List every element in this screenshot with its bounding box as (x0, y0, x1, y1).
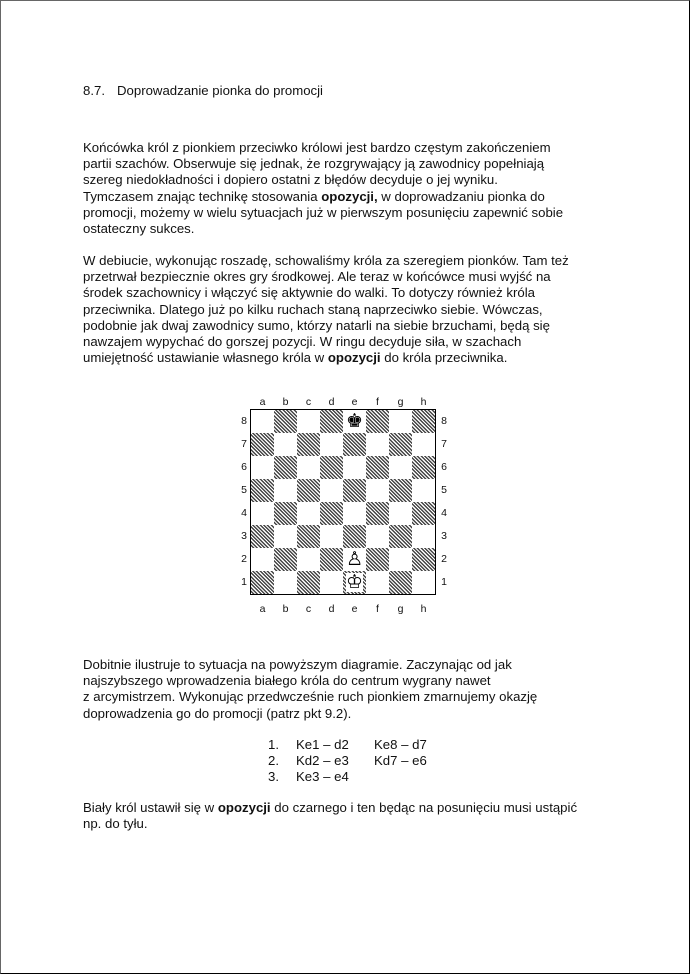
square-e3 (343, 525, 366, 548)
square-b5 (274, 479, 297, 502)
square-b7 (274, 433, 297, 456)
text-run: W debiucie, wykonując roszadę, schowaliśmy króla za szeregiem pionków. Tam też (83, 253, 569, 268)
square-g7 (389, 433, 412, 456)
file-label: g (397, 396, 404, 408)
square-g2 (389, 548, 412, 571)
paragraph-conclusion (83, 800, 643, 832)
white-king-icon: ♔ (345, 571, 364, 593)
square-c7 (297, 433, 320, 456)
rank-label: 1 (241, 576, 247, 588)
text-line (83, 285, 623, 301)
text-line (83, 140, 623, 156)
square-d7 (320, 433, 343, 456)
white-move: Ke1 – d2 (296, 737, 349, 752)
square-c2 (297, 548, 320, 571)
square-b6 (274, 456, 297, 479)
file-label: c (305, 603, 312, 615)
rank-label: 6 (241, 461, 247, 473)
square-f5 (366, 479, 389, 502)
square-c1 (297, 571, 320, 594)
square-g3 (389, 525, 412, 548)
square-c8 (297, 410, 320, 433)
square-b2 (274, 548, 297, 571)
square-d1 (320, 571, 343, 594)
square-g6 (389, 456, 412, 479)
square-a8 (251, 410, 274, 433)
rank-labels-right (439, 410, 449, 594)
text-run: promocji, możemy w wielu sytuacjach już w pierwszym posunięciu zapewnić sobie (83, 204, 564, 220)
text-line (83, 350, 623, 366)
move-number: 2. (268, 753, 279, 769)
rank-label: 4 (441, 507, 447, 519)
square-h5 (412, 479, 435, 502)
rank-label: 7 (241, 438, 247, 450)
rank-label: 1 (441, 576, 447, 588)
move-list (268, 737, 427, 786)
chess-diagram (237, 394, 453, 618)
square-d5 (320, 479, 343, 502)
section-heading (83, 83, 323, 99)
black-move: Ke8 – d7 (374, 737, 427, 752)
text-run: Tymczasem znając technikę stosowania (83, 188, 322, 204)
rank-label: 7 (441, 438, 447, 450)
square-b8 (274, 410, 297, 433)
white-move: Ke3 – e4 (296, 769, 349, 785)
rank-label: 2 (441, 553, 447, 565)
text-run: umiejętność ustawianie własnego króla w (83, 350, 328, 366)
square-b3 (274, 525, 297, 548)
section-title: Doprowadzanie pionka do promocji (117, 83, 323, 98)
text-line (83, 269, 623, 285)
square-h4 (412, 502, 435, 525)
square-a3 (251, 525, 274, 548)
text-run: Końcówka król z pionkiem przeciwko królowi jest bardzo częstym zakończeniem (83, 140, 551, 155)
section-number: 8.7. (83, 83, 105, 98)
rank-label: 5 (241, 484, 247, 496)
square-a6 (251, 456, 274, 479)
file-label: c (305, 396, 312, 408)
file-label: e (351, 603, 358, 615)
square-e5 (343, 479, 366, 502)
text-line (83, 189, 623, 205)
move-number: 1. (268, 737, 279, 752)
file-label: h (420, 603, 427, 615)
text-line (83, 205, 623, 221)
paragraph-illustration (83, 657, 623, 722)
square-d3 (320, 525, 343, 548)
square-a7 (251, 433, 274, 456)
square-a1 (251, 571, 274, 594)
rank-label: 5 (441, 484, 447, 496)
rank-label: 8 (441, 415, 447, 427)
square-c4 (297, 502, 320, 525)
square-g4 (389, 502, 412, 525)
square-f8 (366, 410, 389, 433)
text-run: nawzajem wypychać do gorszej pozycji. W ringu decyduje siła, w szachach (83, 334, 522, 350)
square-f7 (366, 433, 389, 456)
text-line (83, 657, 623, 673)
square-d4 (320, 502, 343, 525)
square-a4 (251, 502, 274, 525)
white-pawn-icon: ♙ (345, 548, 364, 570)
file-label: f (376, 603, 379, 615)
square-e6 (343, 456, 366, 479)
white-move: Kd2 – e3 (296, 753, 349, 769)
text-run: partii szachów. Obserwuje się jednak, że rozgrywający ją zawodnicy popełniają (83, 156, 545, 172)
square-d2 (320, 548, 343, 571)
square-h3 (412, 525, 435, 548)
text-run: ostateczny sukces. (83, 221, 195, 237)
square-a5 (251, 479, 274, 502)
text-line (83, 156, 623, 172)
text-run: podobnie jak dwaj zawodnicy sumo, którzy natarli na siebie brzuchami, będą się (83, 317, 550, 333)
file-label: b (282, 603, 289, 615)
square-f6 (366, 456, 389, 479)
rank-label: 2 (241, 553, 247, 565)
text-line (83, 673, 623, 689)
square-d8 (320, 410, 343, 433)
text-line (83, 302, 623, 318)
file-label: d (328, 396, 335, 408)
square-h1 (412, 571, 435, 594)
bold-term: opozycji (327, 350, 381, 366)
paragraph-intro (83, 140, 623, 237)
move-row (268, 769, 427, 785)
rank-labels-left (239, 410, 249, 594)
rank-label: 6 (441, 461, 447, 473)
square-h8 (412, 410, 435, 433)
text-run: do króla przeciwnika. (380, 350, 508, 366)
move-number: 3. (268, 769, 279, 785)
text-line (83, 800, 643, 816)
black-move: Kd7 – e6 (374, 753, 427, 769)
square-c3 (297, 525, 320, 548)
square-g5 (389, 479, 412, 502)
bold-term: opozycji (217, 800, 271, 815)
file-label: e (351, 396, 358, 408)
text-run: w doprowadzaniu pionka do (377, 188, 545, 204)
file-labels-bottom (251, 603, 435, 615)
text-run: doprowadzenia go do promocji (patrz pkt 9.2). (83, 705, 352, 721)
square-f4 (366, 502, 389, 525)
file-label: g (397, 603, 404, 615)
text-run: przeciwnika. Dlatego już po kilku ruchach staną naprzeciwko siebie. Wówczas, (83, 301, 543, 317)
text-run: do czarnego i ten będąc na posunięciu musi ustąpić (270, 800, 578, 815)
square-h2 (412, 548, 435, 571)
file-label: a (259, 603, 266, 615)
square-e8 (343, 410, 366, 433)
move-row (268, 753, 427, 769)
square-c6 (297, 456, 320, 479)
text-run: z arcymistrzem. Wykonując przedwcześnie ruch pionkiem zmarnujemy okazję (83, 689, 538, 705)
rank-label: 3 (441, 530, 447, 542)
square-b1 (274, 571, 297, 594)
file-labels-top (251, 396, 435, 408)
text-line (83, 706, 623, 722)
square-d6 (320, 456, 343, 479)
rank-label: 4 (241, 507, 247, 519)
text-run: szereg niedokładności i dopiero ostatni z błędów decyduje o jej wyniku. (83, 172, 498, 188)
text-line (83, 689, 623, 705)
file-label: d (328, 603, 335, 615)
text-run: Dobitnie ilustruje to sytuacja na powyższym diagramie. Zaczynając od jak (83, 657, 512, 672)
square-c5 (297, 479, 320, 502)
text-line (83, 816, 643, 832)
text-run: najszybszego wprowadzenia białego króla do centrum wygrany nawet (83, 673, 491, 689)
text-run: przetrwał bezpiecznie okres gry środkowej. Ale teraz w końcówce musi wyjść na (83, 269, 551, 285)
square-a2 (251, 548, 274, 571)
rank-label: 8 (241, 415, 247, 427)
bold-term: opozycji, (321, 188, 378, 204)
text-run: Biały król ustawił się w (83, 800, 218, 815)
square-f3 (366, 525, 389, 548)
square-e2 (343, 548, 366, 571)
square-b4 (274, 502, 297, 525)
file-label: h (420, 396, 427, 408)
chessboard (250, 409, 436, 595)
square-h7 (412, 433, 435, 456)
move-row (268, 737, 427, 753)
square-f1 (366, 571, 389, 594)
text-run: np. do tyłu. (83, 816, 148, 832)
rank-label: 3 (241, 530, 247, 542)
square-e4 (343, 502, 366, 525)
text-line (83, 253, 623, 269)
square-g1 (389, 571, 412, 594)
text-line (83, 334, 623, 350)
square-h6 (412, 456, 435, 479)
file-label: b (282, 396, 289, 408)
square-e1 (343, 571, 366, 594)
black-king-icon: ♚ (345, 410, 364, 432)
text-run: środek szachownicy i włączyć się aktywnie do walki. To dotyczy również króla (83, 285, 535, 301)
file-label: f (376, 396, 379, 408)
text-line (83, 221, 623, 237)
square-f2 (366, 548, 389, 571)
text-line (83, 318, 623, 334)
paragraph-opening (83, 253, 623, 366)
square-g8 (389, 410, 412, 433)
file-label: a (259, 396, 266, 408)
square-e7 (343, 433, 366, 456)
text-line (83, 172, 623, 188)
